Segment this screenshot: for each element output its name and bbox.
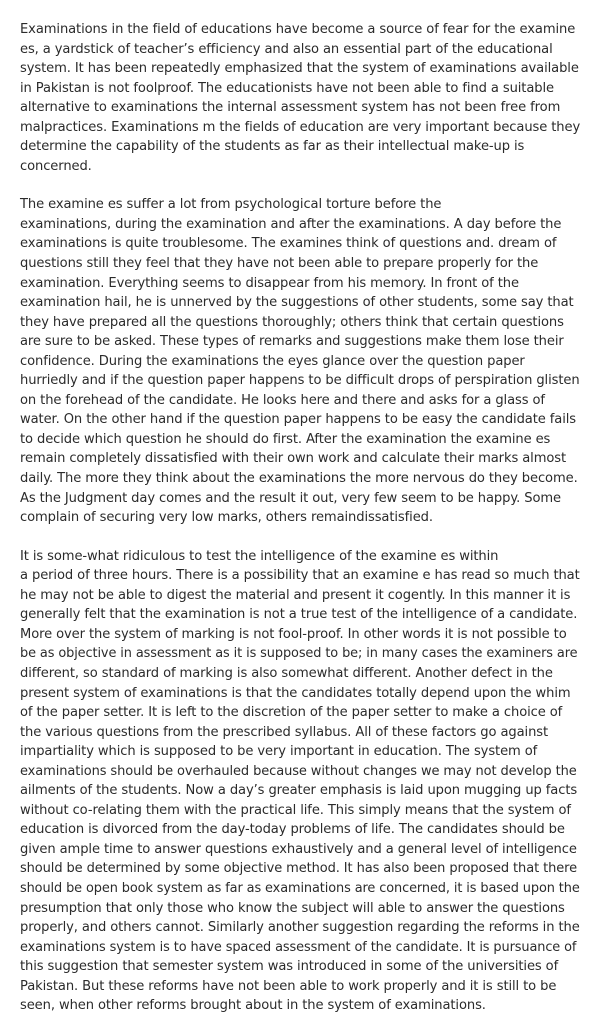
- paragraph-spacer: [20, 528, 580, 547]
- text-line: examination. Everything seems to disappear from his memory. In front of the: [20, 275, 519, 291]
- text-line: he may not be able to digest the material and present it cogently. In this manner it is: [20, 587, 571, 603]
- text-line: to decide which question he should do first. After the examination the examine es: [20, 431, 551, 447]
- text-line: Examinations in the field of educations have become a source of fear for the examine: [20, 22, 576, 37]
- text-line: As the Judgment day comes and the result it out, very few seem to be happy. Some: [20, 490, 561, 506]
- text-line: seen, when other reforms brought about in the system of examinations.: [20, 998, 486, 1014]
- text-line: generally felt that the examination is not a true test of the intelligence of a candidate.: [20, 607, 578, 623]
- text-line: without co-relating them with the practical life. This simply means that the system of: [20, 802, 571, 818]
- paragraph-3: [20, 547, 580, 1016]
- text-line: the various questions from the prescribed syllabus. All of these factors go against: [20, 724, 549, 740]
- text-line: confidence. During the examinations the eyes glance over the question paper: [20, 353, 525, 369]
- text-line: they have prepared all the questions thoroughly; others think that certain questions: [20, 314, 564, 330]
- text-line: hurriedly and if the question paper happens to be difficult drops of perspiration glisten: [20, 373, 580, 389]
- text-line: It is some-what ridiculous to test the intelligence of the examine es within: [20, 548, 499, 564]
- text-line: More over the system of marking is not fool-proof. In other words it is not possible to: [20, 626, 567, 642]
- paragraph-spacer: [20, 176, 580, 195]
- text-line: given ample time to answer questions exhaustively and a general level of intelligence: [20, 841, 577, 857]
- text-line: The examine es suffer a lot from psychological torture before the: [20, 197, 442, 213]
- text-line: concerned.: [20, 158, 92, 174]
- text-line: are sure to be asked. These types of remarks and suggestions make them lose their: [20, 334, 564, 350]
- text-line: water. On the other hand if the question paper happens to be easy the candidate fails: [20, 412, 576, 428]
- paragraph-1: [20, 20, 580, 176]
- text-line: examinations system is to have spaced assessment of the candidate. It is pursuance of: [20, 939, 577, 955]
- text-line: education is divorced from the day-today problems of life. The candidates should be: [20, 822, 565, 838]
- text-line: examinations should be overhauled because without changes we may not develop the: [20, 763, 577, 779]
- text-line: different, so standard of marking is also somewhat different. Another defect in the: [20, 665, 553, 681]
- text-line: should be open book system as far as examinations are concerned, it is based upon the: [20, 880, 580, 896]
- text-line: present system of examinations is that the candidates totally depend upon the whim: [20, 685, 571, 701]
- paragraph-2: [20, 195, 580, 527]
- text-line: ailments of the students. Now a day’s greater emphasis is laid upon mugging up facts: [20, 783, 578, 799]
- text-line: questions still they feel that they have not been able to prepare properly for the: [20, 256, 539, 272]
- text-line: daily. The more they think about the examinations the more nervous do they become.: [20, 471, 578, 487]
- text-line: impartiality which is supposed to be very important in education. The system of: [20, 744, 538, 760]
- text-line: remain completely dissatisfied with their own work and calculate their marks almost: [20, 451, 567, 467]
- text-line: examination hail, he is unnerved by the suggestions of other students, some say that: [20, 295, 574, 311]
- text-line: determine the capability of the students as far as their intellectual make-up is: [20, 139, 525, 155]
- text-line: es, a yardstick of teacher’s efficiency and also an essential part of the educational: [20, 41, 553, 57]
- text-line: be as objective in assessment as it is supposed to be; in many cases the examiners are: [20, 646, 578, 662]
- text-line: in Pakistan is not foolproof. The educationists have not been able to find a suitable: [20, 80, 554, 96]
- text-line: presumption that only those who know the subject will able to answer the questions: [20, 900, 565, 916]
- text-line: properly, and others cannot. Similarly another suggestion regarding the reforms in the: [20, 920, 580, 936]
- text-line: on the forehead of the candidate. He looks here and there and asks for a glass of: [20, 392, 545, 408]
- text-line: Pakistan. But these reforms have not been able to work properly and it is still to be: [20, 978, 557, 994]
- text-line: a period of three hours. There is a possibility that an examine e has read so much that: [20, 568, 580, 584]
- text-line: examinations is quite troublesome. The examines think of questions and. dream of: [20, 236, 557, 252]
- text-line: system. It has been repeatedly emphasized that the system of examinations available: [20, 61, 579, 77]
- text-line: alternative to examinations the internal assessment system has not been free from: [20, 100, 561, 116]
- text-line: malpractices. Examinations m the fields of education are very important because they: [20, 119, 581, 135]
- text-line: this suggestion that semester system was introduced in some of the universities of: [20, 959, 559, 975]
- document-body: [20, 20, 580, 1016]
- text-line: of the paper setter. It is left to the discretion of the paper setter to make a choice of: [20, 705, 563, 721]
- text-line: should be determined by some objective method. It has also been proposed that there: [20, 861, 577, 877]
- text-line: complain of securing very low marks, others remaindissatisfied.: [20, 510, 433, 526]
- text-line: examinations, during the examination and after the examinations. A day before the: [20, 216, 562, 232]
